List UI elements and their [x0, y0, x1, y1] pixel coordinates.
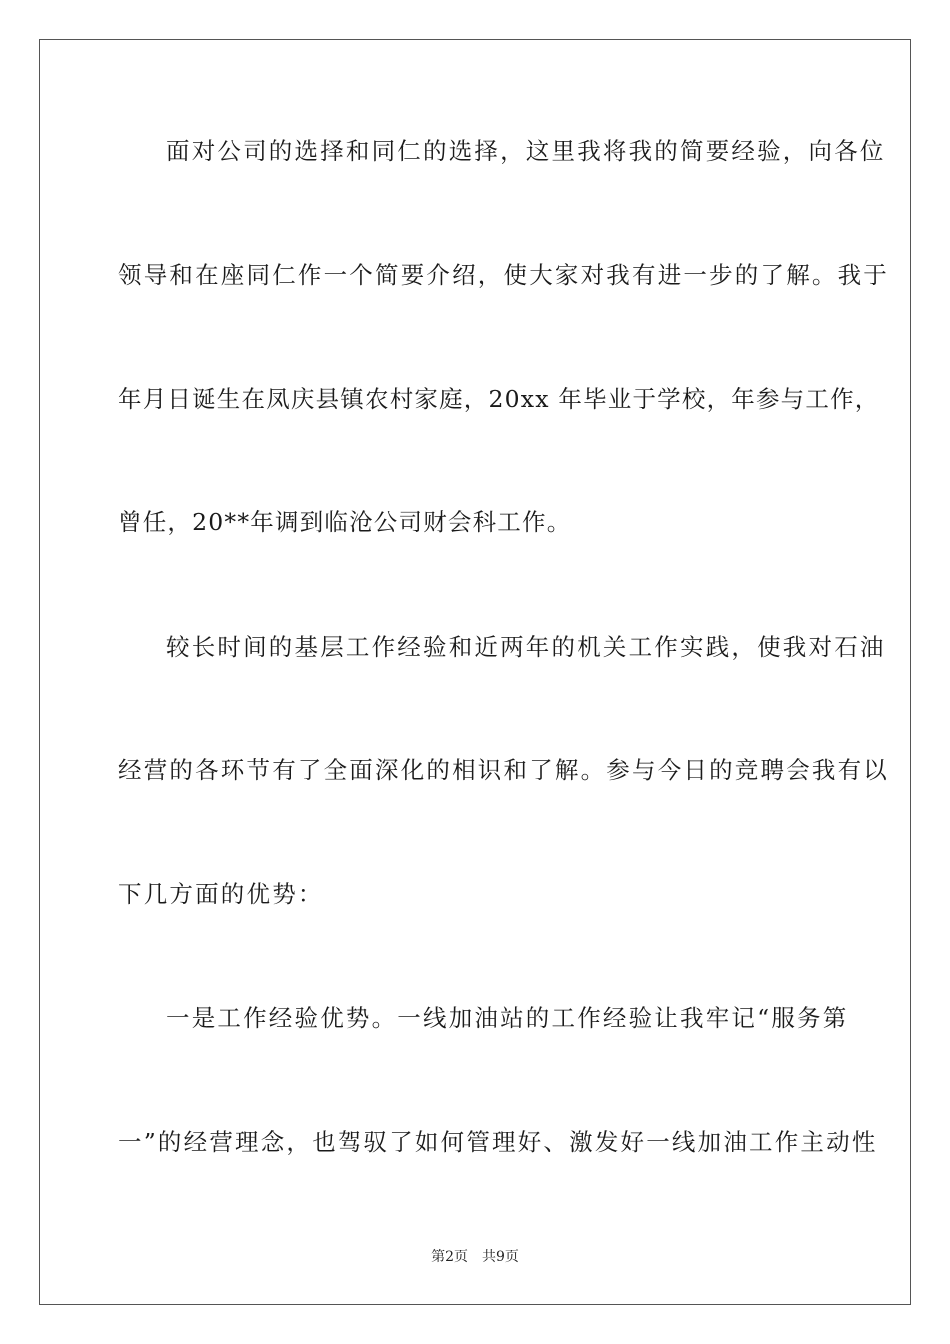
paragraph-1-line-4: 曾任，20**年调到临沧公司财会科工作。	[118, 508, 572, 536]
paragraph-3-line-1: 一是工作经验优势。一线加油站的工作经验让我牢记“服务第	[166, 1004, 849, 1032]
paragraph-2-line-1: 较长时间的基层工作经验和近两年的机关工作实践，使我对石油	[166, 633, 886, 661]
paragraph-2-line-2: 经营的各环节有了全面深化的相识和了解。参与今日的竞聘会我有以	[118, 756, 889, 784]
paragraph-3-line-2: 一”的经营理念，也驾驭了如何管理好、激发好一线加油工作主动性	[118, 1128, 878, 1156]
paragraph-1-line-2: 领导和在座同仁作一个简要介绍，使大家对我有进一步的了解。我于	[118, 261, 889, 289]
paragraph-1-line-1: 面对公司的选择和同仁的选择，这里我将我的简要经验，向各位	[166, 137, 886, 165]
page-border	[39, 39, 911, 1305]
page-footer	[0, 1248, 950, 1266]
paragraph-1-line-3: 年月日诞生在凤庆县镇农村家庭，20xx 年毕业于学校，年参与工作，	[118, 385, 880, 413]
total-pages: 共9页	[482, 1249, 519, 1265]
paragraph-2-line-3: 下几方面的优势：	[118, 880, 324, 908]
current-page-number: 第2页	[431, 1249, 468, 1265]
